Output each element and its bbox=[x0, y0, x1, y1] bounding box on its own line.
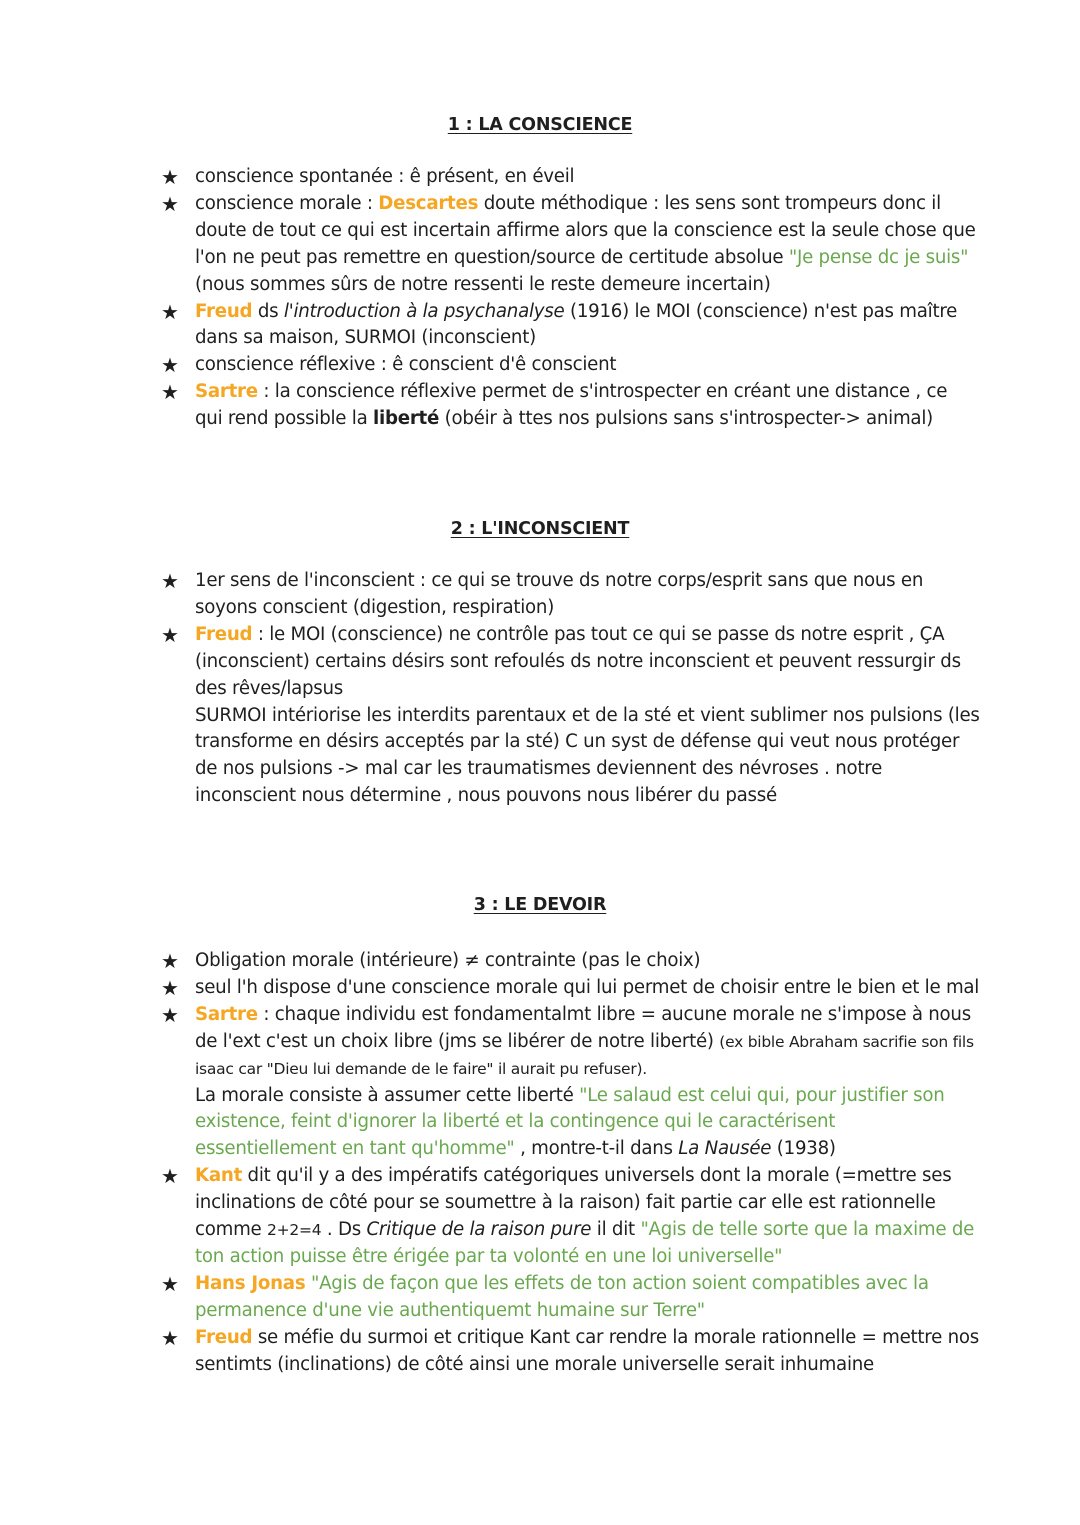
black-star-icon: ★ bbox=[161, 1164, 179, 1189]
book-title: Critique de la raison pure bbox=[366, 1219, 592, 1241]
quotation: "Le salaud est celui qui, pour justifier son existence, feint d'ignorer la liberté et la contingence qui le caractérisent essentiellement en tant qu'homme" bbox=[195, 1084, 945, 1160]
quotation: "Agis de telle sorte que la maxime de ton action puisse être érigée par ta volonté en une loi universelle" bbox=[195, 1219, 975, 1267]
paragraph: SURMOI intériorise les interdits parentaux et de la sté et vient sublimer nos pulsions (les transforme en désirs acceptés par la sté) C un syst de défense qui veut nous protéger de nos pulsions -> mal car les traumatismes deviennent des névroses . notre inconscient nous détermine , nous pouvons nous libérer du passé bbox=[195, 704, 980, 807]
section-devoir bbox=[0, 895, 1080, 1379]
black-star-icon: ★ bbox=[161, 569, 179, 593]
black-star-icon: ★ bbox=[161, 299, 179, 324]
philosopher-name: Sartre bbox=[195, 381, 258, 403]
list-item: ★ Sartre : la conscience réflexive permet de s'introspecter en créant une distance , ce qui rend possible la liberté (obéir à ttes nos pulsions sans s'introspecter-> animal) bbox=[161, 380, 948, 430]
book-title: l'introduction à la psychanalyse bbox=[283, 300, 565, 322]
section-heading: 3 : LE DEVOIR bbox=[473, 895, 607, 915]
bullet-list bbox=[0, 948, 1080, 1379]
black-star-icon: ★ bbox=[161, 1325, 179, 1350]
black-star-icon: ★ bbox=[161, 380, 179, 405]
philosopher-name: Descartes bbox=[378, 192, 479, 214]
black-star-icon: ★ bbox=[161, 949, 179, 973]
black-star-icon: ★ bbox=[161, 353, 179, 378]
philosopher-name: Freud bbox=[195, 300, 253, 322]
list-item: ★ conscience morale : Descartes doute méthodique : les sens sont trompeurs donc il doute de tout ce qui est incertain affirme alors que la conscience est la seule chose que l'on ne peut pas remettre en question/source de certitude absolue "Je pense dc je suis" (nous sommes sûrs de notre ressenti le reste demeure incertain) bbox=[161, 191, 976, 295]
black-star-icon: ★ bbox=[161, 975, 179, 1000]
section-conscience bbox=[0, 115, 1080, 433]
list-item: ★ seul l'h dispose d'une conscience morale qui lui permet de choisir entre le bien et le mal bbox=[161, 975, 980, 1000]
list-item: ★ 1er sens de l'inconscient : ce qui se trouve ds notre corps/esprit sans que nous en soyons conscient (digestion, respiration) bbox=[161, 569, 924, 618]
black-star-icon: ★ bbox=[161, 1271, 179, 1296]
key-term: liberté bbox=[373, 408, 440, 430]
paragraph: La morale consiste à assumer cette liberté "Le salaud est celui qui, pour justifier son existence, feint d'ignorer la liberté et la contingence qui le caractérisent essentiellement en tant qu'homme" , montre-t-il dans La Nausée (1938) bbox=[195, 1084, 945, 1160]
book-title: La Nausée bbox=[678, 1138, 772, 1160]
list-item: ★ Kant dit qu'il y a des impératifs catégoriques universels dont la morale (=mettre ses inclinations de côté pour se soumettre à la raison) fait partie car elle est rationnelle comme 2+2=4 . Ds Critique de la raison pure il dit "Agis de telle sorte que la maxime de ton action puisse être érigée par ta volonté en une loi universelle" bbox=[161, 1164, 975, 1267]
philosopher-name: Hans Jonas bbox=[195, 1272, 306, 1294]
philosopher-name: Kant bbox=[195, 1165, 243, 1187]
list-item: ★ conscience réflexive : ê conscient d'ê conscient bbox=[161, 353, 617, 378]
list-item: ★ Sartre : chaque individu est fondamentalmt libre = aucune morale ne s'impose à nous de l'ext c'est un choix libre (jms se libérer de notre liberté) (ex bible Abraham sacrifie son fils isaac car "Dieu lui demande de le faire" il aurait pu refuser). La morale consiste à assumer cette liberté "Le salaud est celui qui, pour justifier son existence, feint d'ignorer la liberté et la contingence qui le caractérisent essentiellement en tant qu'homme" , montre-t-il dans La Nausée (1938) bbox=[0, 1002, 980, 1163]
quotation: "Je pense dc je suis" bbox=[788, 246, 969, 268]
section-heading: 1 : LA CONSCIENCE bbox=[447, 115, 633, 135]
philosopher-name: Freud bbox=[195, 623, 253, 645]
list-item: ★ Obligation morale (intérieure) ≠ contrainte (pas le choix) bbox=[161, 949, 701, 973]
philosopher-name: Sartre bbox=[195, 1003, 258, 1025]
section-inconscient bbox=[0, 519, 1080, 810]
black-star-icon: ★ bbox=[161, 165, 179, 189]
philosopher-name: Freud bbox=[195, 1326, 253, 1348]
bullet-list bbox=[0, 568, 1080, 810]
quotation: "Agis de façon que les effets de ton action soient compatibles avec la permanence d'une vie authentiquemt humaine sur Terre" bbox=[195, 1272, 929, 1321]
example-note: (ex bible Abraham sacrifie son fils isaac car "Dieu lui demande de le faire" il aurait pu refuser). bbox=[195, 1032, 974, 1078]
bullet-list bbox=[0, 164, 1080, 433]
list-item: ★ Freud : le MOI (conscience) ne contrôle pas tout ce qui se passe ds notre esprit , ÇA (inconscient) certains désirs sont refoulés ds notre inconscient et peuvent ressurgir ds des rêves/lapsus SURMOI intériorise les interdits parentaux et de la sté et vient sublimer nos pulsions (les transforme en désirs acceptés par la sté) C un syst de défense qui veut nous protéger de nos pulsions -> mal car les traumatismes deviennent des névroses . notre inconscient nous détermine , nous pouvons nous libérer du passé bbox=[0, 622, 980, 810]
equation: 2+2=4 bbox=[267, 1221, 322, 1240]
list-item bbox=[0, 1271, 980, 1325]
list-item: ★ Freud se méfie du surmoi et critique Kant car rendre la morale rationnelle = mettre nos sentimts (inclinations) de côté ainsi une morale universelle serait inhumaine bbox=[161, 1325, 979, 1375]
list-item: ★ conscience spontanée : ê présent, en éveil bbox=[161, 165, 575, 189]
black-star-icon: ★ bbox=[161, 622, 179, 647]
black-star-icon: ★ bbox=[161, 191, 179, 216]
list-item: ★ Freud ds l'introduction à la psychanalyse (1916) le MOI (conscience) n'est pas maître dans sa maison, SURMOI (inconscient) bbox=[161, 299, 958, 349]
black-star-icon: ★ bbox=[161, 1002, 179, 1027]
section-heading: 2 : L'INCONSCIENT bbox=[450, 519, 630, 539]
